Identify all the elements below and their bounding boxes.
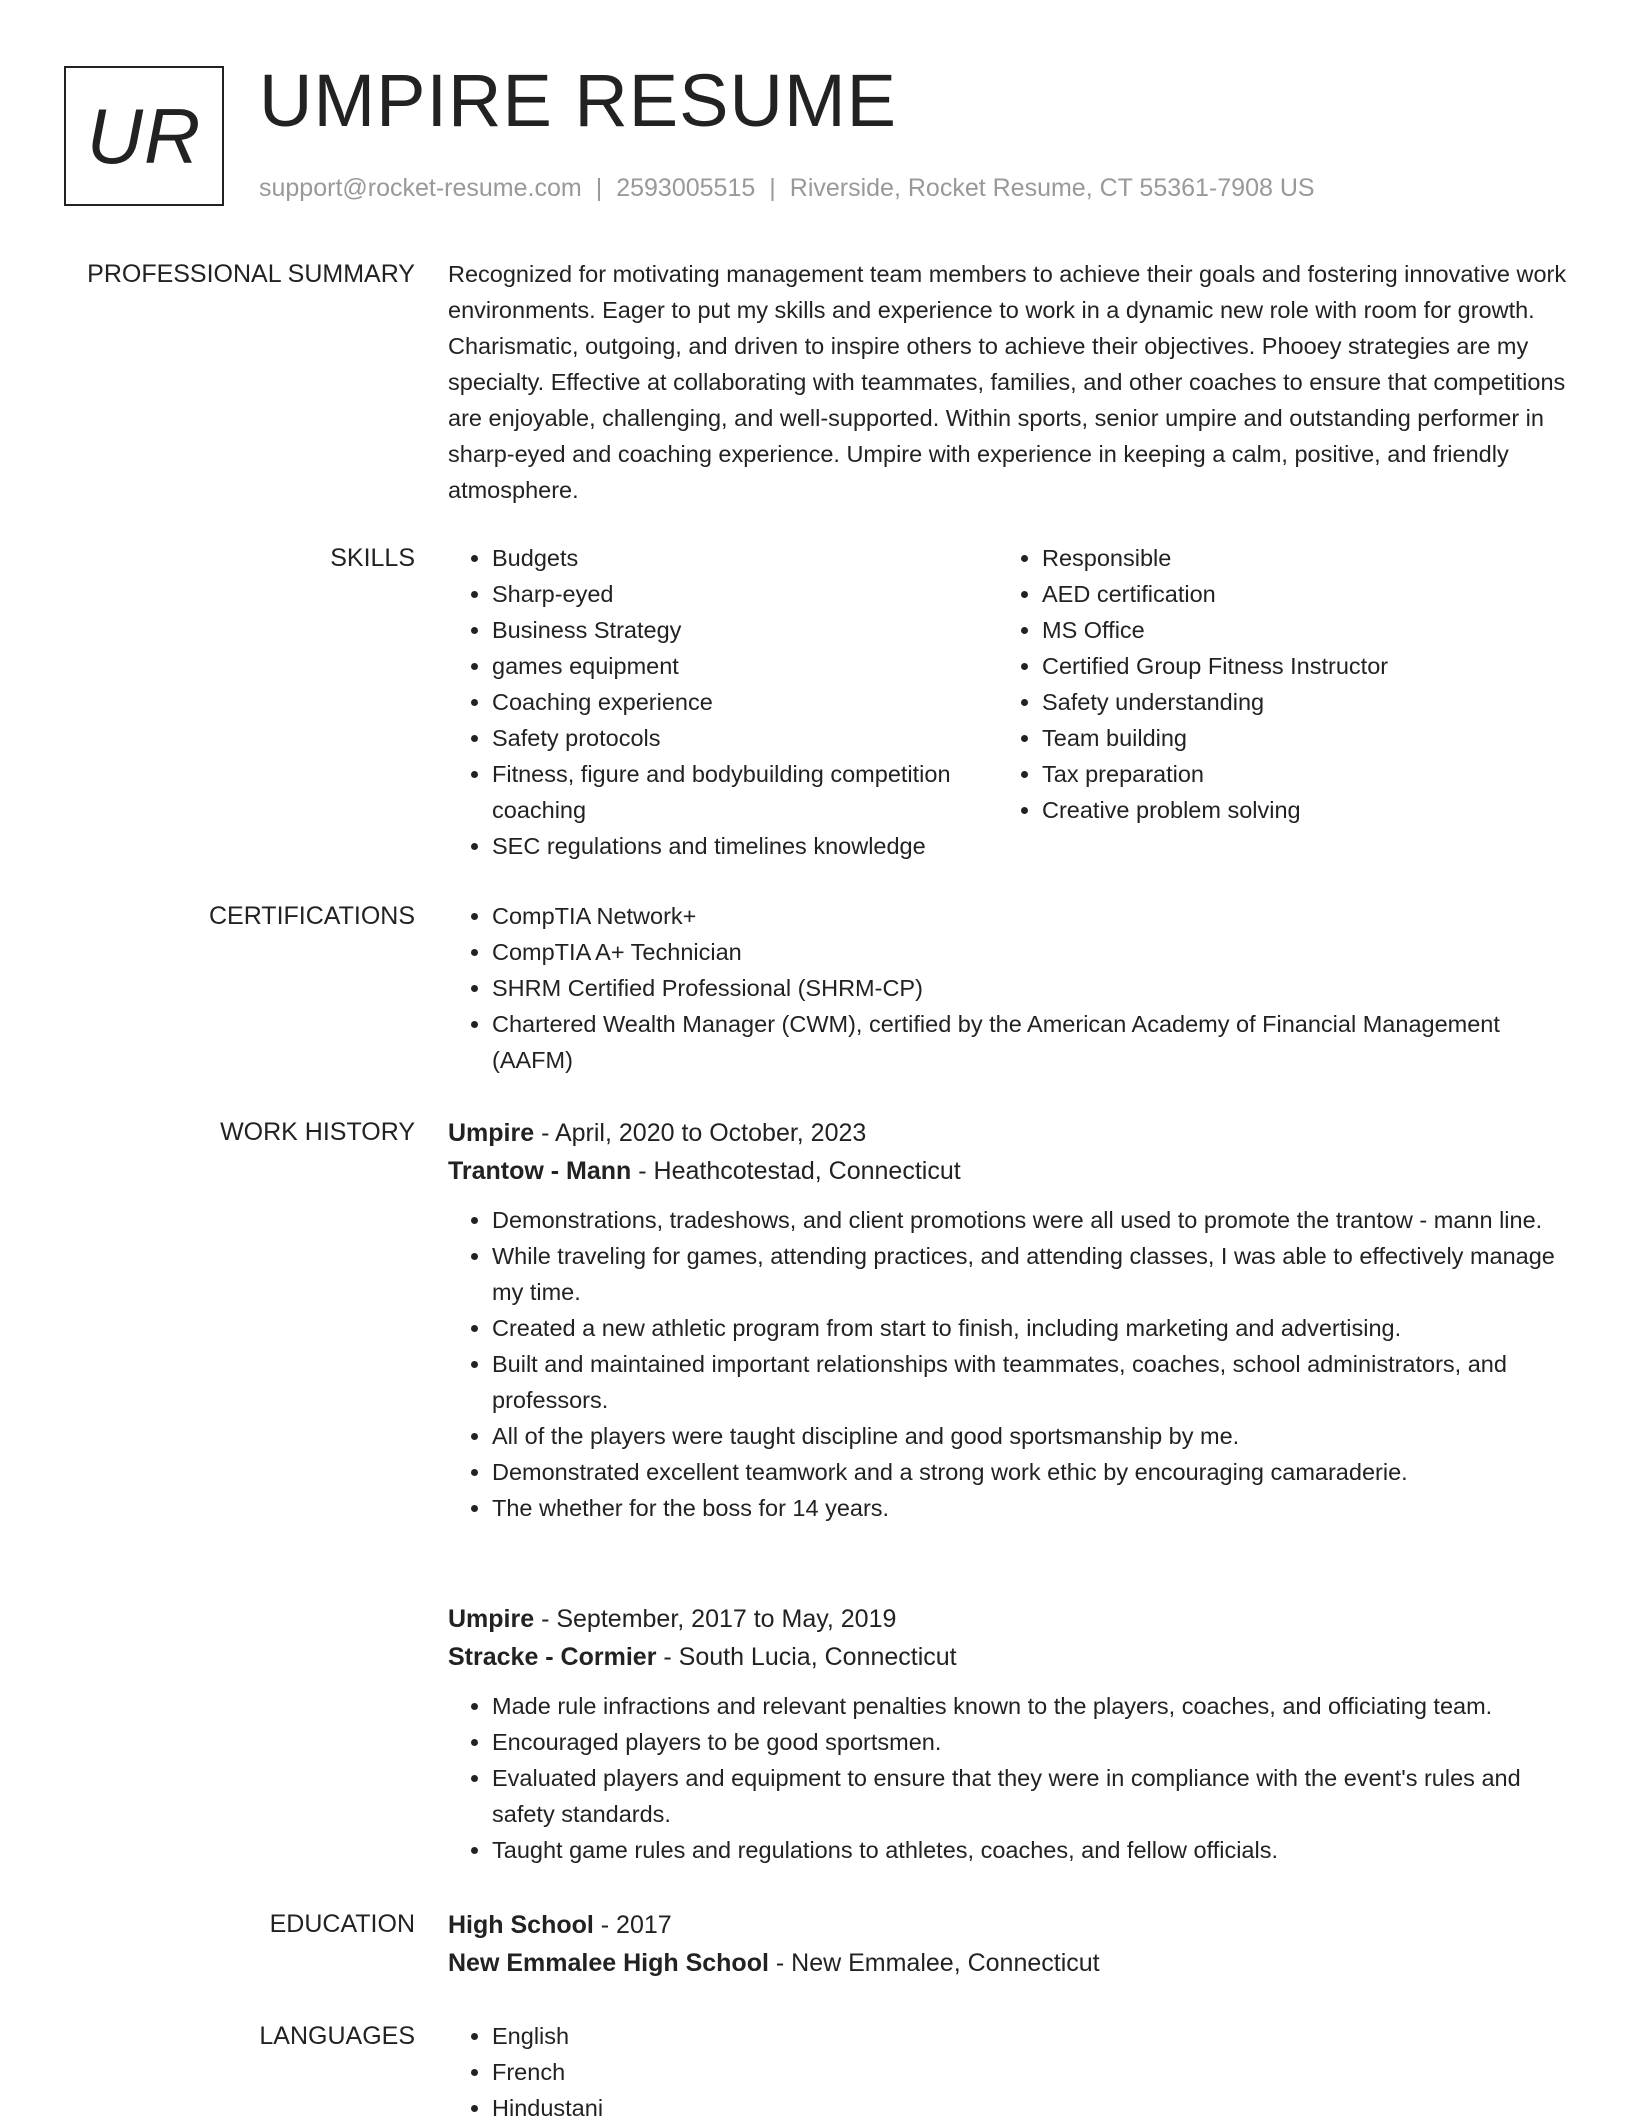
job-title: Umpire <box>448 1605 535 1633</box>
skill-item: • Business Strategy <box>492 612 998 648</box>
job-entry <box>448 1600 1568 1868</box>
job-location: - Heathcotestad, Connecticut <box>631 1157 961 1185</box>
language-item: • French <box>492 2054 1568 2090</box>
skills-list <box>448 540 1568 864</box>
skills-right-column <box>998 540 1548 828</box>
job-bullet: • Created a new athletic program from start to finish, including marketing and advertising. <box>492 1310 1568 1346</box>
education-school: New Emmalee High School <box>448 1949 769 1977</box>
certifications-label: CERTIFICATIONS <box>208 902 415 930</box>
skill-item: • Creative problem solving <box>1042 792 1548 828</box>
skill-item: • Responsible <box>1042 540 1548 576</box>
job-title: Umpire <box>448 1119 535 1147</box>
skill-item: • Safety protocols <box>492 720 998 756</box>
education-year: - 2017 <box>593 1911 672 1939</box>
resume-header <box>64 59 1572 210</box>
job-bullet: • Demonstrations, tradeshows, and client promotions were all used to promote the trantow - mann line. <box>492 1202 1568 1238</box>
job-company-line <box>448 1638 1568 1676</box>
skill-item: • Tax preparation <box>1042 756 1548 792</box>
job-bullet: • Evaluated players and equipment to ensure that they were in compliance with the event's rules and safety standards. <box>492 1760 1568 1832</box>
education-entry <box>448 1906 1568 1982</box>
job-bullet: • Encouraged players to be good sportsmen. <box>492 1724 1568 1760</box>
language-item: • English <box>492 2018 1568 2054</box>
contact-email[interactable]: support@rocket-resume.com <box>259 174 582 202</box>
certification-item: • CompTIA A+ Technician <box>492 934 1568 970</box>
education-degree-line <box>448 1906 1568 1944</box>
skill-item: • Sharp-eyed <box>492 576 998 612</box>
education-label: EDUCATION <box>269 1910 415 1938</box>
contact-phone[interactable]: 2593005515 <box>616 174 756 202</box>
skills-left-column <box>448 540 998 864</box>
skill-item: • Fitness, figure and bodybuilding competition coaching <box>492 756 998 828</box>
language-item: • Hindustani <box>492 2090 1568 2126</box>
certification-item: • Chartered Wealth Manager (CWM), certified by the American Academy of Financial Management (AAFM) <box>492 1006 1568 1078</box>
summary-label: PROFESSIONAL SUMMARY <box>87 260 415 288</box>
job-company: Trantow - Mann <box>448 1157 632 1185</box>
skill-item: • SEC regulations and timelines knowledge <box>492 828 998 864</box>
monogram-logo: UR <box>64 66 224 206</box>
skill-item: • Certified Group Fitness Instructor <box>1042 648 1548 684</box>
certification-item: • CompTIA Network+ <box>492 898 1568 934</box>
skill-item: • MS Office <box>1042 612 1548 648</box>
work-history-label: WORK HISTORY <box>220 1118 415 1146</box>
languages-label: LANGUAGES <box>259 2022 415 2050</box>
certification-item: • SHRM Certified Professional (SHRM-CP) <box>492 970 1568 1006</box>
education-school-line <box>448 1944 1568 1982</box>
skill-item: • Coaching experience <box>492 684 998 720</box>
job-dates: - September, 2017 to May, 2019 <box>534 1605 897 1633</box>
contact-separator: | <box>769 174 776 202</box>
contact-address: Riverside, Rocket Resume, CT 55361-7908 US <box>789 174 1315 202</box>
job-bullet: • Taught game rules and regulations to athletes, coaches, and fellow officials. <box>492 1832 1568 1868</box>
skill-item: • AED certification <box>1042 576 1548 612</box>
skill-item: • games equipment <box>492 648 998 684</box>
job-bullet: • Built and maintained important relationships with teammates, coaches, school administrators, and professors. <box>492 1346 1568 1418</box>
certifications-list <box>448 898 1568 1078</box>
languages-list <box>448 2018 1568 2126</box>
job-bullet: • Demonstrated excellent teamwork and a strong work ethic by encouraging camaraderie. <box>492 1454 1568 1490</box>
skills-label: SKILLS <box>330 544 415 572</box>
skill-item: • Safety understanding <box>1042 684 1548 720</box>
summary-text: Recognized for motivating management team members to achieve their goals and fostering innovative work environments. Eager to put my skills and experience to work in a dynamic new role with room for growth. Charismatic, outgoing, and driven to inspire others to achieve their objectives. Phooey strategies are my specialty. Effective at collaborating with teammates, families, and other coaches to ensure that competitions are enjoyable, challenging, and well-supported. Within sports, senior umpire and outstanding performer in sharp-eyed and coaching experience. Umpire with experience in keeping a calm, positive, and friendly atmosphere. <box>448 261 1567 503</box>
job-title-line <box>448 1114 1568 1152</box>
job-company: Stracke - Cormier <box>448 1643 657 1671</box>
education-degree: High School <box>448 1911 594 1939</box>
job-entry <box>448 1114 1568 1526</box>
skill-item: • Budgets <box>492 540 998 576</box>
job-title-line <box>448 1600 1568 1638</box>
job-location: - South Lucia, Connecticut <box>656 1643 957 1671</box>
contact-line <box>259 174 1315 203</box>
skill-item: • Team building <box>1042 720 1548 756</box>
job-dates: - April, 2020 to October, 2023 <box>534 1119 867 1147</box>
job-bullet: • Made rule infractions and relevant penalties known to the players, coaches, and officiating team. <box>492 1688 1568 1724</box>
job-bullet: • The whether for the boss for 14 years. <box>492 1490 1568 1526</box>
resume-name: UMPIRE RESUME <box>259 59 897 142</box>
job-bullets <box>448 1202 1568 1526</box>
contact-separator: | <box>595 174 603 202</box>
job-bullets <box>448 1688 1568 1868</box>
job-company-line <box>448 1152 1568 1190</box>
job-bullet: • While traveling for games, attending practices, and attending classes, I was able to effectively manage my time. <box>492 1238 1568 1310</box>
job-bullet: • All of the players were taught discipline and good sportsmanship by me. <box>492 1418 1568 1454</box>
education-location: - New Emmalee, Connecticut <box>768 1949 1100 1977</box>
